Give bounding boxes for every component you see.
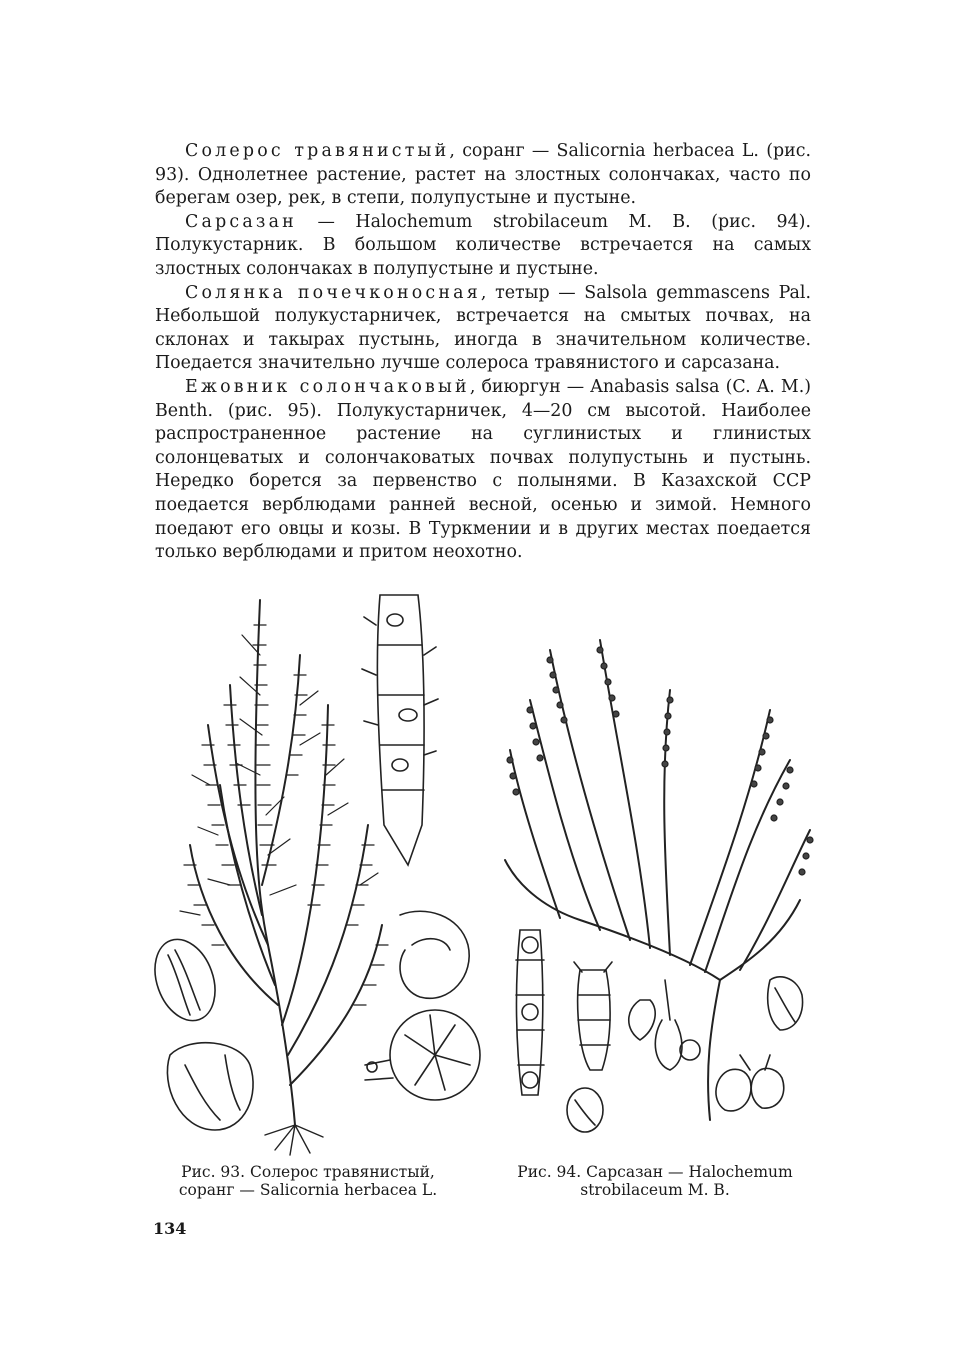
paragraph-anabasis (155, 376, 811, 565)
body-text (155, 140, 811, 565)
seed-detail-left (150, 931, 226, 1029)
flower-detail (365, 1010, 480, 1100)
salicornia-branchlets (180, 635, 378, 915)
term-halochemum: Сарсазан (185, 211, 297, 232)
fruit-detail (167, 1043, 253, 1130)
figure-93-caption: Рис. 93. Солерос травянистый, соранг — Salicornia herbacea L. (178, 1163, 438, 1199)
spike-detail (362, 595, 438, 865)
bract-detail-94 (768, 977, 803, 1030)
salicornia-roots (265, 1125, 323, 1155)
salicornia-segments (184, 625, 388, 1005)
paragraph-salicornia (155, 140, 811, 211)
page-number: 134 (153, 1219, 187, 1238)
jointed-stem-detail (516, 930, 544, 1095)
body-anabasis: , биюргун — Anabasis salsa (C. A. M.) Benth. (рис. 95). Полукустарничек, 4—20 см высотой. Наиболее распространенное растение на суглинистых и глинистых солонцеватых и солончаковатых почвах полупустынь и пустынь. Нередко борется за первенство с полынями. В Казахской ССР поедается верблюдами ранней весной, осенью и зимой. Немного поедают его овцы и козы. В Туркмении и в других местах поедается только верблюдами и притом неохотно. (155, 376, 812, 563)
halochemum-spikes (507, 647, 813, 875)
halochemum-shrub (505, 640, 810, 1120)
term-salsola: Солянка почечконосная (185, 282, 481, 303)
embryo-detail (400, 911, 469, 998)
body-halochemum: — Halochemum strobilaceum M. B. (рис. 94). Полукустарник. В большом количестве встречается на самых злостных солончаках в полупустыне и пустыне. (155, 211, 811, 279)
body-salicornia: , соранг — Salicornia herbacea L. (рис. 93). Однолетнее растение, растет на злостных солончаках, часто по берегам озер, рек, в степи, полупустыне и пустыне. (155, 141, 811, 209)
flowers-detail-94 (629, 980, 784, 1111)
salicornia-plant (190, 600, 382, 1125)
figure-94-illustration (490, 600, 820, 1140)
spike-detail-94 (574, 962, 612, 1070)
paragraph-salsola (155, 282, 811, 376)
paragraph-halochemum (155, 211, 811, 282)
term-anabasis: Ежовник солончаковый (185, 376, 470, 397)
seed-detail-94 (567, 1088, 603, 1132)
term-salicornia: Солерос травянистый (185, 141, 450, 161)
body-salsola: , тетыр — Salsola gemmascens Pal. Небольшой полукустарничек, встречается на смытых почвах, на склонах и такырах пустынь, иногда в значительном количестве. Поедается значительно лучше солероса травянистого и сарсазана. (155, 282, 811, 374)
figure-94-caption: Рис. 94. Сарсазан — Halochemum strobilaceum M. B. (517, 1163, 793, 1199)
figure-93-illustration (150, 585, 485, 1160)
